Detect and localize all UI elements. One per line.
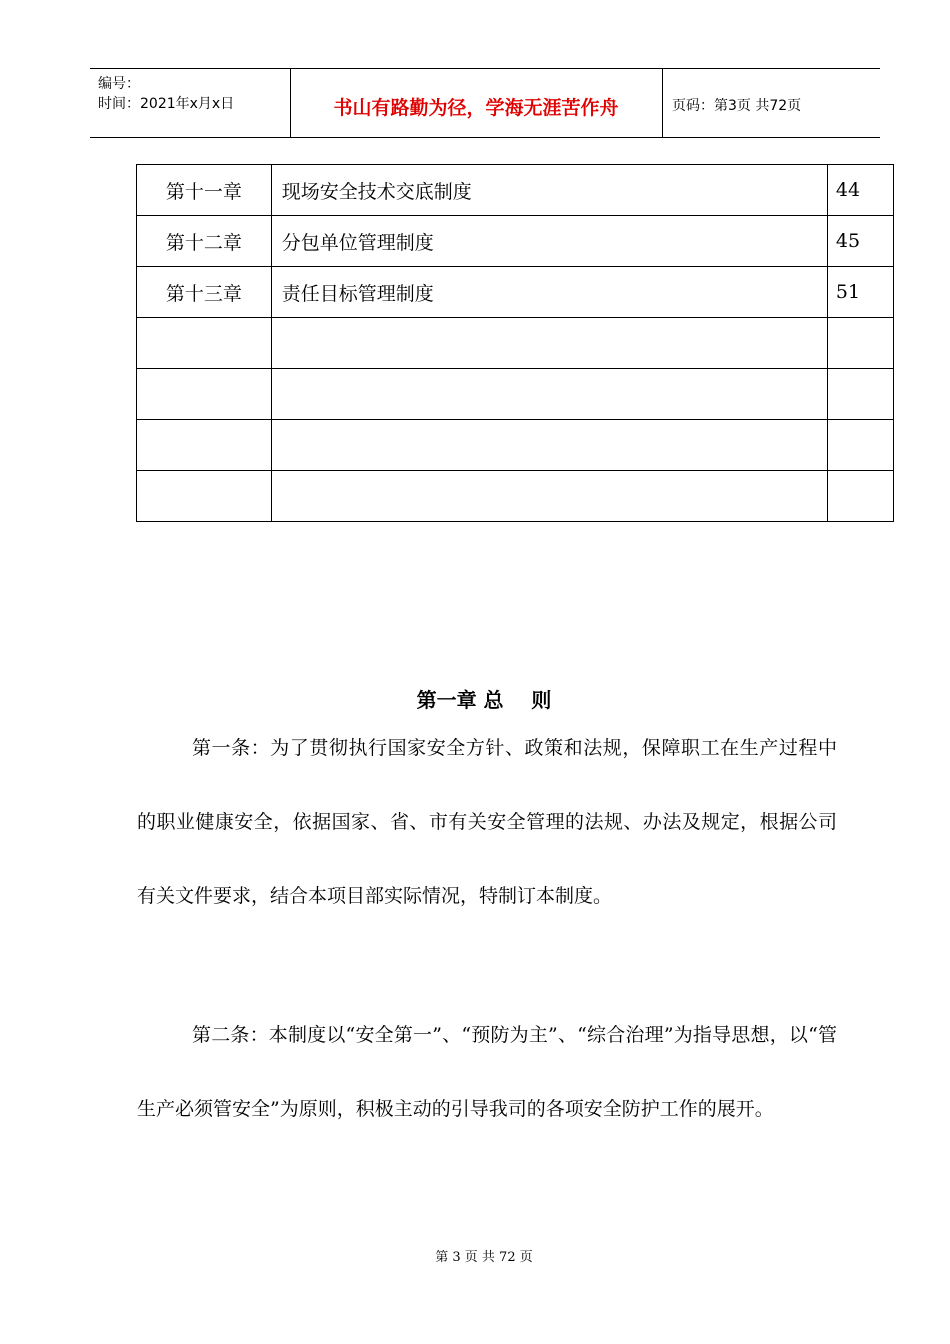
toc-chapter: [137, 369, 272, 420]
toc-page: [827, 420, 893, 471]
chapter-title: 第一章 总 则: [416, 688, 552, 712]
table-row: [137, 267, 894, 318]
table-row: [137, 318, 894, 369]
toc-chapter: [137, 318, 272, 369]
toc-chapter: 第十一章: [137, 165, 272, 216]
table-row: [137, 471, 894, 522]
toc-page: [827, 369, 893, 420]
header-page-cell: [662, 69, 880, 137]
header-motto: 书山有路勤为径，学海无涯苦作舟: [333, 97, 619, 119]
toc-title: 分包单位管理制度: [271, 216, 827, 267]
number-label: 编号：: [98, 76, 140, 92]
toc-title: [271, 318, 827, 369]
toc-page: [827, 471, 893, 522]
toc-chapter: 第十二章: [137, 216, 272, 267]
toc-page: 51: [827, 267, 893, 318]
toc-page: 45: [827, 216, 893, 267]
toc-chapter: [137, 471, 272, 522]
toc-title: [271, 369, 827, 420]
toc-title: 现场安全技术交底制度: [271, 165, 827, 216]
header-page-info: 页码：第3页 共72页: [672, 98, 802, 114]
toc-table: [136, 164, 894, 522]
page-header: [90, 68, 880, 138]
toc-chapter: 第十三章: [137, 267, 272, 318]
toc-title: 责任目标管理制度: [271, 267, 827, 318]
article-1: 第一条：为了贯彻执行国家安全方针、政策和法规，保障职工在生产过程中的职业健康安全，依据国家、省、市有关安全管理的法规、办法及规定，根据公司有关文件要求，结合本项目部实际情况，特制订本制度。: [137, 737, 837, 907]
table-row: [137, 216, 894, 267]
article-2: 第二条：本制度以“安全第一”、“预防为主”、“综合治理”为指导思想，以“管生产必须管安全”为原则，积极主动的引导我司的各项安全防护工作的展开。: [137, 1024, 837, 1120]
page-footer: 第 3 页 共 72 页: [435, 1250, 533, 1265]
header-motto-cell: [290, 69, 663, 137]
toc-title: [271, 471, 827, 522]
table-row: [137, 165, 894, 216]
date-label: 时间：2021年x月x日: [98, 96, 235, 112]
toc-chapter: [137, 420, 272, 471]
table-row: [137, 420, 894, 471]
toc-title: [271, 420, 827, 471]
table-row: [137, 369, 894, 420]
toc-page: 44: [827, 165, 893, 216]
toc-page: [827, 318, 893, 369]
header-meta: [90, 69, 291, 137]
